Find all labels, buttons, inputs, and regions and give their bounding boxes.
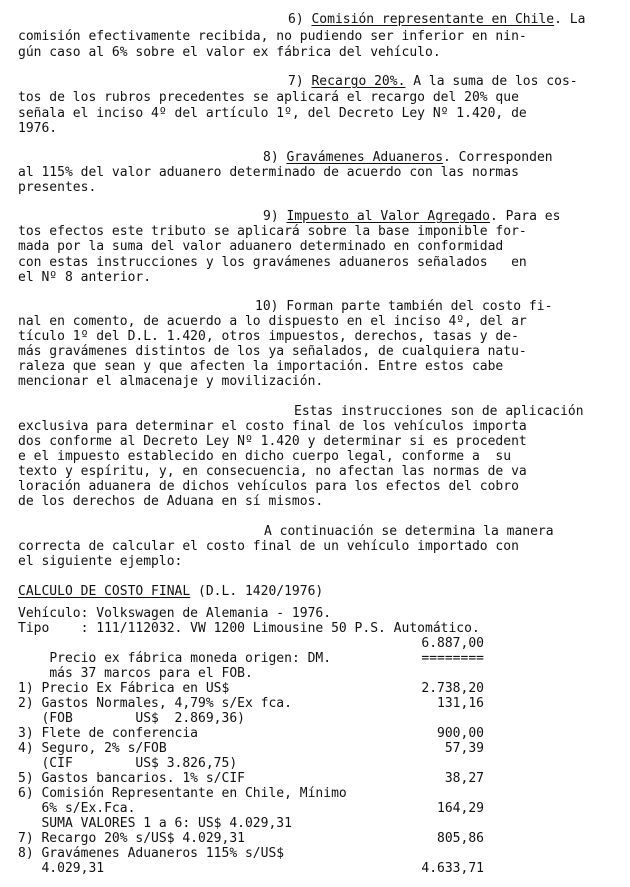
calc-item (18, 681, 612, 696)
p6-number: 6) (288, 12, 312, 27)
calc-item-value: 805,86 (437, 831, 484, 846)
calc-item-label: 6) Comisión Representante en Chile, Mínimo (18, 786, 347, 801)
calc-item-label: 1) Precio Ex Fábrica en US$ (18, 681, 230, 696)
p10-line-5: raleza que sean y que afecten la importación. Entre estos cabe (18, 359, 504, 374)
calc-item (18, 846, 612, 861)
p8-line-1 (18, 150, 612, 165)
p9-line-2: tos efectos este tributo se aplicará sobre la base imponible for- (18, 224, 527, 239)
p8-line-2: al 115% del valor aduanero determinado de acuerdo con las normas (18, 165, 519, 180)
p12-line-3: el siguiente ejemplo: (18, 554, 183, 569)
calc-item (18, 801, 612, 816)
calc-item-value: 131,16 (437, 696, 484, 711)
calc-item-label: 7) Recargo 20% s/US$ 4.029,31 (18, 831, 245, 846)
p6-line-1 (18, 12, 612, 27)
calculo-title-ref: (D.L. 1420/1976) (190, 584, 324, 599)
calc-item-value: 57,39 (444, 741, 484, 756)
calculo-title: CALCULO DE COSTO FINAL (18, 584, 191, 599)
p6-line-3: gún caso al 6% sobre el valor ex fábrica del vehículo. (18, 45, 441, 60)
calc-item (18, 816, 612, 831)
p11-line-1: Estas instrucciones son de aplicación (294, 404, 584, 419)
p11-line-7: de los derechos de Aduana en sí mismos. (18, 494, 324, 509)
calc-item (18, 711, 612, 726)
p12-line-1: A continuación se determina la manera (264, 524, 554, 539)
p7-line-2: tos de los rubros precedentes se aplicará el recargo del 20% que (18, 90, 519, 105)
p10-line-6: mencionar el almacenaje y movilización. (18, 374, 324, 389)
marcos-rule: ======== (421, 651, 484, 666)
p7-number: 7) (288, 74, 312, 89)
p8-line-1-rest: . Corresponden (443, 150, 553, 165)
calc-item (18, 831, 612, 846)
p11-line-3: dos conforme al Decreto Ley Nº 1.420 y determinar si es procedent (18, 434, 527, 449)
p10-line-1: 10) Forman parte también del costo fi- (255, 299, 553, 314)
calc-item-value: 900,00 (437, 726, 484, 741)
calc-item (18, 741, 612, 756)
calc-item-label: 3) Flete de conferencia (18, 726, 199, 741)
calc-item (18, 861, 612, 876)
p8-title: Gravámenes Aduaneros (286, 150, 444, 165)
p9-title: Impuesto al Valor Agregado (286, 209, 490, 224)
p11-line-2: exclusiva para determinar el costo final de los vehículos importa (18, 419, 527, 434)
p11-line-4: e el impuesto establecido en dicho cuerpo legal, conforme a su (18, 449, 512, 464)
p7-line-3: señala el inciso 4º del artículo 1º, del Decreto Ley Nº 1.420, de (18, 106, 527, 121)
p10-line-4: más gravámenes distintos de los ya señalados, de cualquiera natu- (18, 344, 527, 359)
p9-line-1 (18, 209, 612, 224)
calc-item-value: 38,27 (444, 771, 484, 786)
p7-line-1 (18, 74, 612, 89)
p9-line-4: con estas instrucciones y los gravámenes aduaneros señalados en (18, 255, 527, 270)
p9-number: 9) (263, 209, 287, 224)
p6-title: Comisión representante en Chile (311, 12, 555, 27)
calc-item-label: 2) Gastos Normales, 4,79% s/Ex fca. (18, 696, 292, 711)
p7-line-4: 1976. (18, 121, 58, 136)
precio-origen-value: 6.887,00 (421, 636, 484, 651)
calc-item-label: 5) Gastos bancarios. 1% s/CIF (18, 771, 245, 786)
p11-line-6: loración aduanera de dichos vehículos para los efectos del cobro (18, 479, 519, 494)
calc-item (18, 786, 612, 801)
calc-item-label: (CIF US$ 3.826,75) (18, 756, 238, 771)
p9-line-1-rest: . Para es (489, 209, 561, 224)
calc-item-label: SUMA VALORES 1 a 6: US$ 4.029,31 (18, 816, 292, 831)
p10-line-3: tículo 1º del D.L. 1.420, otros impuestos, derechos, tasas y de- (18, 329, 519, 344)
calc-item (18, 771, 612, 786)
p12-line-2: correcta de calcular el costo final de un vehículo importado con (18, 539, 519, 554)
calc-item-value: 4.633,71 (421, 861, 484, 876)
p9-line-5: el Nº 8 anterior. (18, 270, 152, 285)
p7-title: Recargo 20%. (311, 74, 406, 89)
precio-origen-label: Precio ex fábrica moneda origen: DM. (49, 651, 332, 666)
p7-line-1-rest: A la suma de los cos- (405, 74, 578, 89)
calc-item (18, 726, 612, 741)
calc-item-label: 8) Gravámenes Aduaneros 115% s/US$ (18, 846, 285, 861)
p8-line-3: presentes. (18, 180, 97, 195)
p10-line-2: nal en comento, de acuerdo a lo dispuesto en el inciso 4º, del ar (18, 314, 527, 329)
calc-item (18, 696, 612, 711)
p9-line-3: mada por la suma del valor aduanero determinado en conformidad (18, 239, 504, 254)
calc-item-label: 4) Seguro, 2% s/FOB (18, 741, 167, 756)
p6-line-2: comisión efectivamente recibida, no pudiendo ser inferior en nin- (18, 29, 527, 44)
calculo-heading (18, 584, 612, 599)
p6-line-1-rest: . La (554, 12, 586, 27)
calc-item (18, 756, 612, 771)
p8-number: 8) (263, 150, 287, 165)
calc-item-label: 6% s/Ex.Fca. (18, 801, 136, 816)
vehiculo-line: Vehículo: Volkswagen de Alemania - 1976. (18, 606, 332, 621)
p11-line-5: texto y espíritu, y, en consecuencia, no afectan las normas de va (18, 464, 527, 479)
calc-item-value: 2.738,20 (421, 681, 484, 696)
calc-item-value: 164,29 (437, 801, 484, 816)
marcos-label: más 37 marcos para el FOB. (49, 666, 253, 681)
tipo-line: Tipo : 111/112032. VW 1200 Limousine 50 P.S. Automático. (18, 621, 480, 636)
calc-item-label: 4.029,31 (18, 861, 105, 876)
calc-item-label: (FOB US$ 2.869,36) (18, 711, 245, 726)
